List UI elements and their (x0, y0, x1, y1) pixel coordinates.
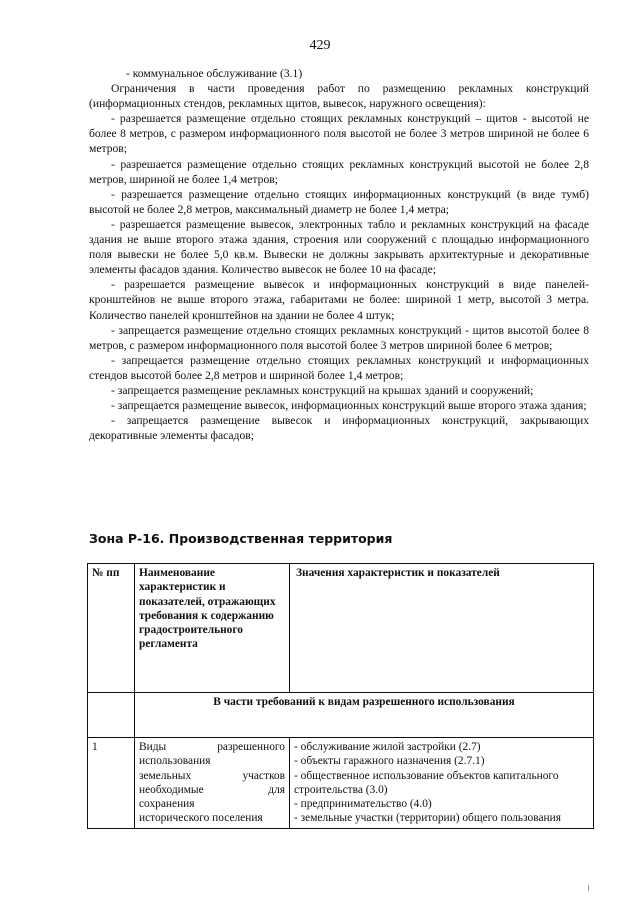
row-name-line: земельных участков (139, 769, 285, 782)
paragraph: - коммунальное обслуживание (3.1) (126, 67, 303, 80)
row-name-line: сохранения (139, 798, 195, 811)
paragraph: - разрешается размещение отдельно стоящих информационных конструкций (в виде тумб) высотой не более 2,8 метров, максимальный диаметр не более 1,4 метра; (89, 187, 589, 216)
paragraph: - запрещается размещение вывесок, информационных конструкций выше второго этажа здания; (111, 399, 587, 413)
table-row (88, 738, 594, 829)
paragraph: - запрещается размещение отдельно стоящих рекламных конструкций - щитов высотой более 8 метров, с размером информационного поля высотой более 3 метров шириной более 6 метров; (89, 323, 589, 352)
table-section-row (88, 693, 594, 738)
regulation-table (87, 563, 594, 829)
scan-mark (588, 885, 589, 891)
value-item: - объекты гаражного назначения (2.7.1) (294, 755, 485, 768)
value-item: - общественное использование объектов капитального строительства (3.0) (294, 769, 559, 796)
row-values-cell (290, 738, 594, 829)
header-name: Наименование характеристик и показателей, отражающих требования к содержанию градостроительного регламента (135, 564, 290, 693)
header-number: № пп (88, 564, 135, 693)
paragraph: - разрешается размещение вывесок, электронных табло и рекламных конструкций на фасаде здания не выше второго этажа здания, строения или сооружений с площадью информационного поля вывески не более 5,0 кв.м. Вывески не должны закрывать архитектурные и декоративные элементы фасадов здания. Количество вывесок не более 10 на фасаде; (89, 217, 589, 277)
paragraph: - запрещается размещение отдельно стоящих рекламных конструкций и информационных стендов высотой более 2,8 метров и шириной более 1,4 метров; (89, 353, 589, 382)
row-name-line: необходимые для (139, 783, 285, 796)
row-number: 1 (88, 738, 135, 829)
section-title: В части требований к видам разрешенного использования (135, 693, 594, 738)
row-name-line: Виды разрешенного (139, 741, 285, 753)
row-name-line: использования (139, 755, 211, 768)
value-item: - земельные участки (территории) общего пользования (294, 812, 561, 825)
paragraph: - разрешается размещение вывесок и информационных конструкций в виде панелей-кронштейнов не выше второго этажа, габаритами не более: шириной 1 метр, высотой 3 метра. Количество панелей кронштейнов на здании не более 4 штук; (89, 278, 589, 322)
row-name-line: исторического поселения (139, 812, 263, 825)
section-empty-cell (88, 693, 135, 738)
header-values: Значения характеристик и показателей (290, 564, 594, 693)
paragraph: - разрешается размещение отдельно стоящих рекламных конструкций высотой не более 2,8 метров, шириной не более 1,4 метров; (89, 157, 589, 186)
paragraph: - разрешается размещение отдельно стоящих рекламных конструкций – щитов - высотой не более 8 метров, с размером информационного поля высотой не более 3 метров шириной не более 6 метров; (89, 112, 589, 156)
paragraph: - запрещается размещение рекламных конструкций на крышах зданий и сооружений; (111, 383, 534, 397)
paragraph: Ограничения в части проведения работ по размещению рекламных конструкций (информационных стендов, рекламных щитов, вывесок, наружного освещения): (89, 82, 589, 111)
value-item: - предпринимательство (4.0) (294, 798, 432, 811)
page-number: 429 (309, 38, 331, 53)
paragraph: - запрещается размещение вывесок и информационных конструкций, закрывающих декоративные элементы фасадов; (89, 414, 589, 443)
zone-heading: Зона Р-16. Производственная территория (89, 531, 393, 546)
value-item: - обслуживание жилой застройки (2.7) (294, 741, 481, 753)
table-header-row (88, 564, 594, 693)
row-name-cell (135, 738, 290, 829)
document-body (89, 66, 589, 443)
